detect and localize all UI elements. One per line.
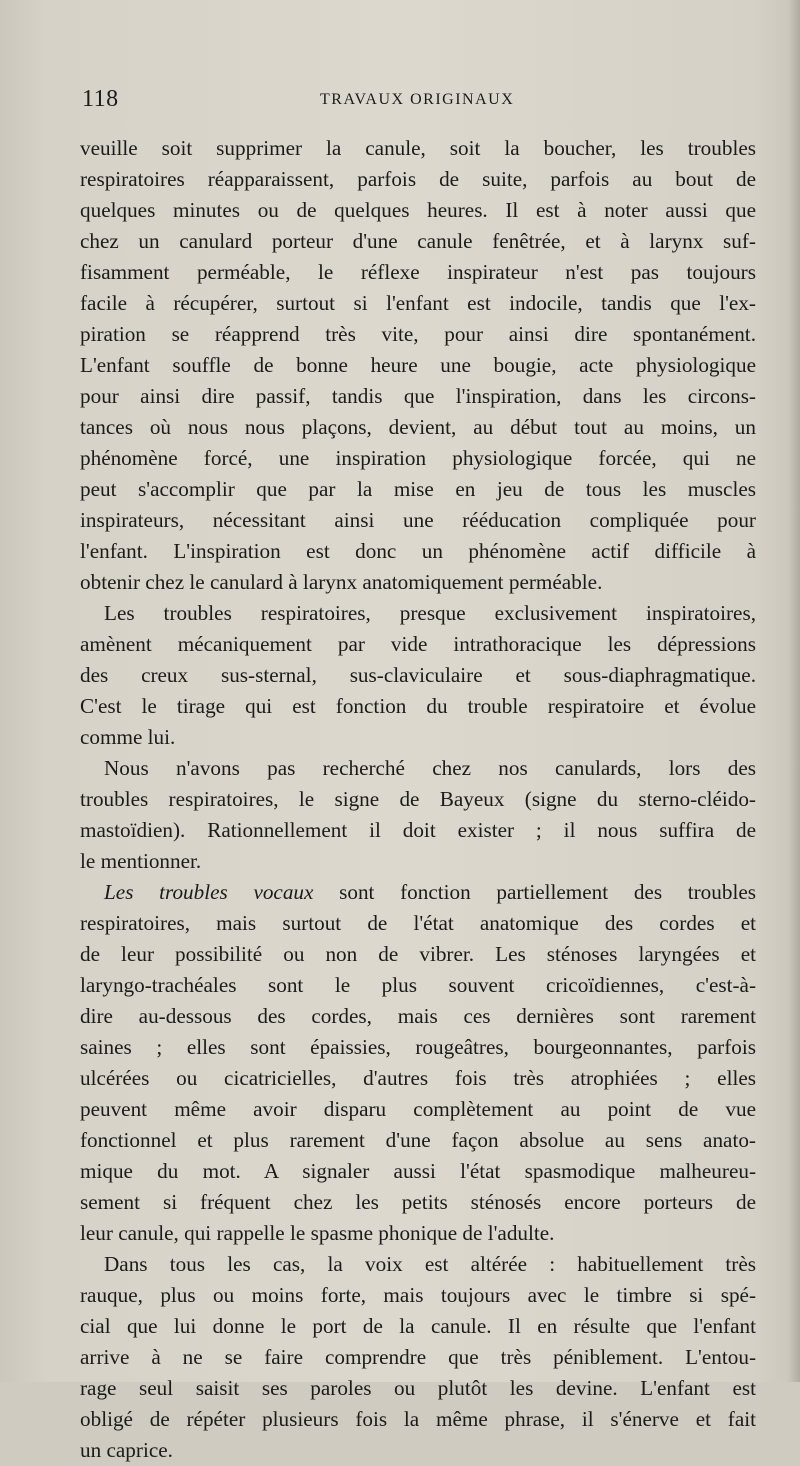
text-line: obtenir chez le canulard à larynx anatomiquement perméable. bbox=[80, 570, 603, 594]
text-line: Dans tous les cas, la voix est altérée : habituellement très bbox=[104, 1252, 756, 1276]
text-line: L'enfant souffle de bonne heure une bougie, acte physiologique bbox=[80, 353, 756, 377]
page-edge-shadow bbox=[788, 0, 800, 1382]
text-line: le mentionner. bbox=[80, 849, 202, 873]
text-line: leur canule, qui rappelle le spasme phonique de l'adulte. bbox=[80, 1221, 555, 1245]
text-line: rauque, plus ou moins forte, mais toujours avec le timbre si spé- bbox=[80, 1283, 756, 1307]
text-line: respiratoires, mais surtout de l'état anatomique des cordes et bbox=[80, 911, 756, 935]
text-line: fisamment perméable, le réflexe inspirateur n'est pas toujours bbox=[80, 260, 756, 284]
text-line: de leur possibilité ou non de vibrer. Les sténoses laryngées et bbox=[80, 942, 756, 966]
text-line-with-italic bbox=[80, 877, 756, 908]
text-line: arrive à ne se faire comprendre que très péniblement. L'entou- bbox=[80, 1345, 756, 1369]
text-line: fonctionnel et plus rarement d'une façon absolue au sens anato- bbox=[80, 1128, 756, 1152]
text-line: amènent mécaniquement par vide intrathoracique les dépressions bbox=[80, 632, 756, 656]
text-line: tances où nous nous plaçons, devient, au début tout au moins, un bbox=[80, 415, 756, 439]
text-line: des creux sus-sternal, sus-claviculaire et sous-diaphragmatique. bbox=[80, 663, 756, 687]
text-line: Nous n'avons pas recherché chez nos canulards, lors des bbox=[104, 756, 756, 780]
text-line: quelques minutes ou de quelques heures. Il est à noter aussi que bbox=[80, 198, 756, 222]
text-line-rest: sont fonction partiellement des troubles bbox=[313, 880, 756, 904]
text-line: chez un canulard porteur d'une canule fenêtrée, et à larynx suf- bbox=[80, 229, 756, 253]
text-line: mastoïdien). Rationnellement il doit exister ; il nous suffira de bbox=[80, 818, 756, 842]
text-line: piration se réapprend très vite, pour ainsi dire spontanément. bbox=[80, 322, 756, 346]
text-line: veuille soit supprimer la canule, soit la boucher, les troubles bbox=[80, 136, 756, 160]
italic-heading: Les troubles vocaux bbox=[104, 880, 314, 904]
text-line: C'est le tirage qui est fonction du trouble respiratoire et évolue bbox=[80, 694, 756, 718]
text-line: peuvent même avoir disparu complètement au point de vue bbox=[80, 1097, 756, 1121]
text-line: respiratoires réapparaissent, parfois de suite, parfois au bout de bbox=[80, 167, 756, 191]
text-line: dire au-dessous des cordes, mais ces dernières sont rarement bbox=[80, 1004, 756, 1028]
text-line: sement si fréquent chez les petits sténosés encore porteurs de bbox=[80, 1190, 756, 1214]
text-line: obligé de répéter plusieurs fois la même phrase, il s'énerve et fait bbox=[80, 1407, 756, 1431]
text-line: peut s'accomplir que par la mise en jeu de tous les muscles bbox=[80, 477, 756, 501]
text-line: saines ; elles sont épaissies, rougeâtres, bourgeonnantes, parfois bbox=[80, 1035, 756, 1059]
text-line: un caprice. bbox=[80, 1438, 173, 1462]
text-line: cial que lui donne le port de la canule. Il en résulte que l'enfant bbox=[80, 1314, 756, 1338]
text-line: inspirateurs, nécessitant ainsi une rééducation compliquée pour bbox=[80, 508, 756, 532]
text-line: mique du mot. A signaler aussi l'état spasmodique malheureu- bbox=[80, 1159, 756, 1183]
text-line: rage seul saisit ses paroles ou plutôt les devine. L'enfant est bbox=[80, 1376, 756, 1400]
text-line: l'enfant. L'inspiration est donc un phénomène actif difficile à bbox=[80, 539, 756, 563]
text-line: Les troubles respiratoires, presque exclusivement inspiratoires, bbox=[104, 601, 756, 625]
text-line: comme lui. bbox=[80, 725, 176, 749]
text-line: phénomène forcé, une inspiration physiologique forcée, qui ne bbox=[80, 446, 756, 470]
text-line: laryngo-trachéales sont le plus souvent cricoïdiennes, c'est-à- bbox=[80, 973, 756, 997]
running-head: TRAVAUX ORIGINAUX bbox=[320, 91, 515, 108]
body-text bbox=[80, 133, 756, 1466]
page-number: 118 bbox=[82, 86, 119, 112]
text-line: facile à récupérer, surtout si l'enfant est indocile, tandis que l'ex- bbox=[80, 291, 756, 315]
text-line: ulcérées ou cicatricielles, d'autres fois très atrophiées ; elles bbox=[80, 1066, 756, 1090]
text-line: troubles respiratoires, le signe de Bayeux (signe du sterno-cléido- bbox=[80, 787, 756, 811]
text-line: pour ainsi dire passif, tandis que l'inspiration, dans les circons- bbox=[80, 384, 756, 408]
